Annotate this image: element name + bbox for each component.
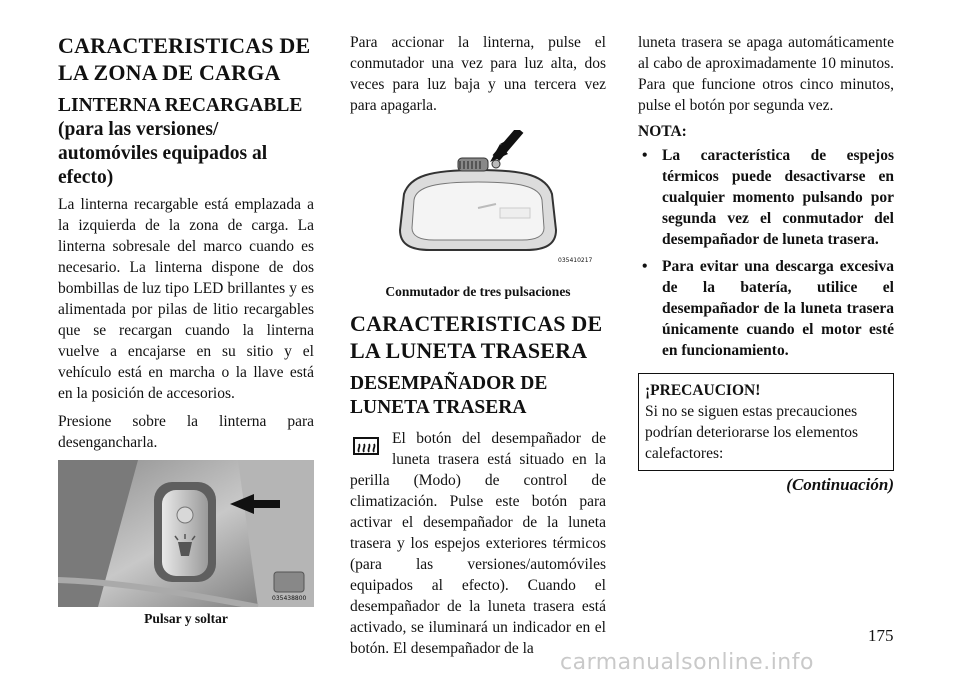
subheading-flashlight: LINTERNA RECARGABLE (para las versiones/ automóviles equipados al efecto)	[58, 95, 303, 188]
bullet: •	[642, 147, 648, 164]
note-label: NOTA:	[638, 123, 687, 140]
figure-code: 035410217	[558, 257, 593, 264]
subheading-rear-defroster: DESEMPAÑADOR DE LUNETA TRASERA	[350, 373, 548, 418]
column-right	[638, 32, 894, 495]
flashlight-illustration	[58, 460, 314, 607]
switch-illustration	[350, 130, 606, 280]
paragraph-flashlight-description: La linterna recargable está emplazada a la izquierda de la zona de carga. La linterna sobresale del marco cuando es necesario. La linterna dispone de dos bombillas de luz tipo LED brillantes y es alimentada por pilas de litio recargables que se recargan cuando la linterna vuelve a encajarse en su sitio y el vehículo está en marcha o la llave está en la posición de accesorios.	[58, 196, 314, 402]
figure-push-release	[58, 460, 314, 607]
bullet: •	[642, 258, 648, 275]
figure-three-press-switch	[350, 130, 606, 280]
watermark: carmanualsonline.info	[560, 650, 814, 675]
section-heading-rear-window: CARACTERISTICAS DE LA LUNETA TRASERA	[350, 311, 603, 363]
section-heading-cargo: CARACTERISTICAS DE LA ZONA DE CARGA	[58, 33, 311, 85]
note-item: • La característica de espejos térmicos puede desactivarse en cualquier momento pulsando por segunda vez el conmutador del desempañador de luneta trasera.	[642, 147, 894, 248]
paragraph-defroster-continued: luneta trasera se apaga automáticamente al cabo de aproximadamente 10 minutos. Para que funcione otros cinco minutos, pulse el botón por segunda vez.	[638, 34, 894, 114]
rear-defroster-icon	[352, 432, 380, 460]
caution-title: ¡PRECAUCION!	[645, 382, 761, 399]
paragraph-flashlight-release: Presione sobre la linterna para desengancharla.	[58, 413, 314, 451]
figure-caption: Conmutador de tres pulsaciones	[385, 284, 571, 299]
page-number: 175	[868, 626, 894, 645]
note-item: • Para evitar una descarga excesiva de la batería, utilice el desempañador de la luneta trasera únicamente cuando el motor esté en funcionamiento.	[642, 258, 894, 359]
figure-caption: Pulsar y soltar	[144, 611, 228, 626]
paragraph-defroster	[350, 428, 606, 659]
defroster-text: El botón del desempañador de luneta trasera está situado en la perilla (Modo) de control de climatización. Pulse este botón para activar el desempañador de la luneta trasera y los espejos exteriores térmicos (para las versiones/automóviles equipados al efecto). Cuando el desempañador de la luneta trasera está activado, se iluminará un indicador en el botón. El desempañador de la	[350, 430, 606, 657]
figure-code: 035438800	[272, 595, 307, 602]
column-middle	[350, 32, 606, 666]
continuation-label: (Continuación)	[786, 475, 894, 494]
caution-text: Si no se siguen estas precauciones podrían deteriorarse los elementos calefactores:	[645, 403, 859, 462]
column-left	[58, 32, 314, 627]
paragraph-flashlight-operation: Para accionar la linterna, pulse el conmutador una vez para luz alta, dos veces para luz baja y una tercera vez para apagarla.	[350, 34, 606, 114]
note-list	[638, 145, 894, 361]
caution-box	[638, 373, 894, 471]
